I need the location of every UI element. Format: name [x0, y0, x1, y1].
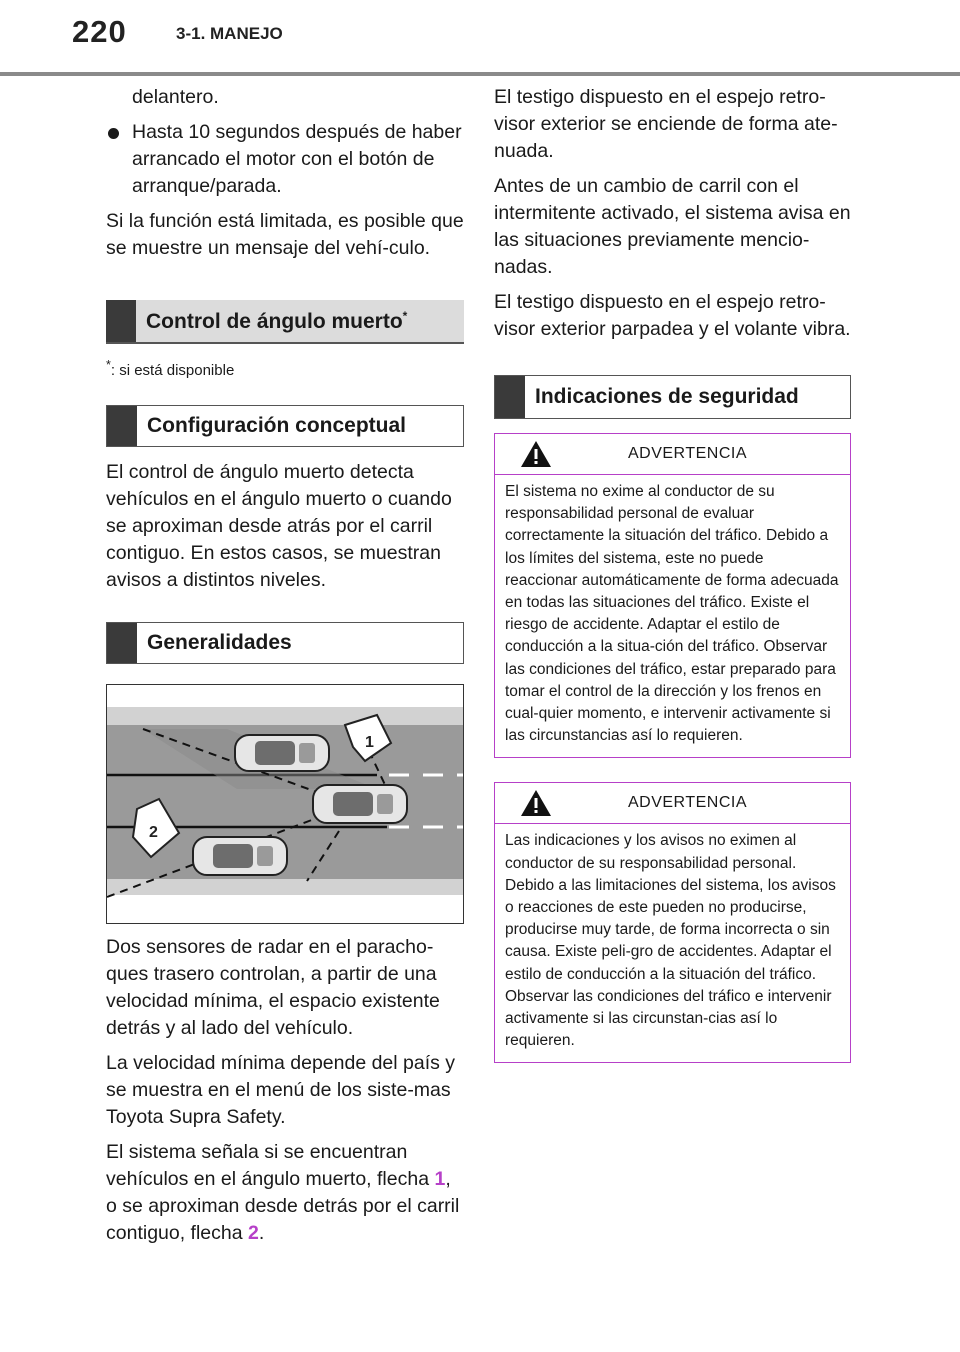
heading-general	[106, 622, 464, 664]
paragraph-mirror-flash: El testigo dispuesto en el espejo retro-visor exterior parpadea y el volante vibra.	[494, 291, 851, 340]
heading-asterisk: *	[402, 308, 408, 323]
heading-title: Control de ángulo muerto	[146, 309, 403, 333]
signal-text-b: , o se aproximan desde detrás por el carril contiguo, flecha	[106, 1168, 460, 1244]
warning-header	[495, 434, 850, 475]
footnote-mark: *	[106, 358, 111, 372]
warning-triangle-icon	[519, 788, 553, 818]
heading-tab	[107, 623, 137, 663]
left-column	[106, 84, 464, 1255]
warning-text: El sistema no exime al conductor de su responsabilidad personal de evaluar correctamente la situación del tráfico. Debido a los límites del sistema, este no puede reaccionar automáticamente de forma adecuada en todas las situaciones del tráfico. Existe el riesgo de accidente. Adaptar el estilo de conducción a la situa-ción del tráfico. Observar las condiciones del tráfico, estar preparado para tomar el control de la dirección y los frenos en cual-quier momento, e intervenir activamente si las circunstancias así lo requieren.	[505, 483, 839, 745]
warning-text: Las indicaciones y los avisos no eximen al conductor de su responsabilidad personal. Debido a las limitaciones del sistema, los avisos o reacciones de este pueden no producirse, producirse muy tarde, de forma incorrecta o sin causa. Existe peli-gro de accidentes. Adaptar el estilo de conducción a la situación del tráfico. Observar las condiciones del tráfico e intervenir activamente si las circunstan-cias así lo requieren.	[505, 832, 836, 1050]
car-blind-spot	[235, 735, 329, 771]
footnote-text: : si está disponible	[110, 362, 235, 379]
paragraph-mirror-dim: El testigo dispuesto en el espejo retro-visor exterior se enciende de forma ate-nuada.	[494, 86, 838, 162]
page-number: 220	[72, 14, 127, 49]
car-approaching	[193, 837, 287, 875]
road-shoulder-bottom	[107, 879, 463, 895]
header-divider	[0, 72, 960, 76]
section-title: 3-1. MANEJO	[176, 24, 283, 43]
paragraph-concept: El control de ángulo muerto detecta vehículos en el ángulo muerto o cuando se aproximan desde atrás por el carril contiguo. En estos casos, se muestran avisos a distintos niveles.	[106, 461, 452, 591]
road-diagram	[107, 685, 463, 923]
warning-box-1	[494, 433, 851, 758]
page-header	[0, 0, 960, 78]
blind-spot-illustration	[106, 684, 464, 924]
heading-title: Generalidades	[147, 631, 292, 654]
signal-text-a: El sistema señala si se encuentran vehículos en el ángulo muerto, flecha	[106, 1141, 430, 1190]
heading-title: Indicaciones de seguridad	[535, 385, 799, 408]
road-shoulder-top	[107, 707, 463, 725]
bullet-item	[106, 119, 464, 200]
paragraph-limited: Si la función está limitada, es posible que se muestre un mensaje del vehí-culo.	[106, 210, 464, 259]
warning-label: ADVERTENCIA	[627, 445, 747, 462]
heading-title: Configuración conceptual	[147, 414, 407, 437]
bullet-text: Hasta 10 segundos después de haber arrancado el motor con el botón de arranque/parada.	[132, 121, 462, 197]
arrow-ref-2: 2	[248, 1222, 259, 1244]
warning-box-2	[494, 782, 851, 1063]
right-column	[494, 84, 851, 1063]
paragraph-lane-change: Antes de un cambio de carril con el intermitente activado, el sistema avisa en las situaciones previamente mencio-nadas.	[494, 175, 851, 278]
heading-safety	[494, 375, 851, 419]
paragraph-continued: delantero.	[132, 86, 219, 108]
paragraph-sensors: Dos sensores de radar en el paracho-ques trasero controlan, a partir de una velocidad mínima, el espacio existente detrás y al lado del vehículo.	[106, 936, 440, 1039]
arrow-2-label: 2	[149, 824, 158, 841]
paragraph-signal	[106, 1139, 464, 1247]
arrow-1-label: 1	[365, 734, 374, 751]
heading-tab	[106, 300, 136, 342]
arrow-ref-1: 1	[434, 1168, 446, 1190]
heading-tab	[107, 406, 137, 446]
warning-label: ADVERTENCIA	[627, 794, 747, 812]
signal-text-c: .	[258, 1222, 265, 1244]
heading-concept	[106, 405, 464, 447]
car-own	[313, 785, 407, 823]
paragraph-speed: La velocidad mínima depende del país y se muestra en el menú de los siste-mas Toyota Supra Safety.	[106, 1052, 456, 1128]
bullet-icon	[108, 128, 119, 139]
warning-header	[495, 783, 850, 824]
footnote	[106, 358, 464, 379]
warning-triangle-icon	[519, 439, 553, 469]
heading-tab	[495, 376, 525, 418]
heading-blind-spot	[106, 300, 464, 344]
